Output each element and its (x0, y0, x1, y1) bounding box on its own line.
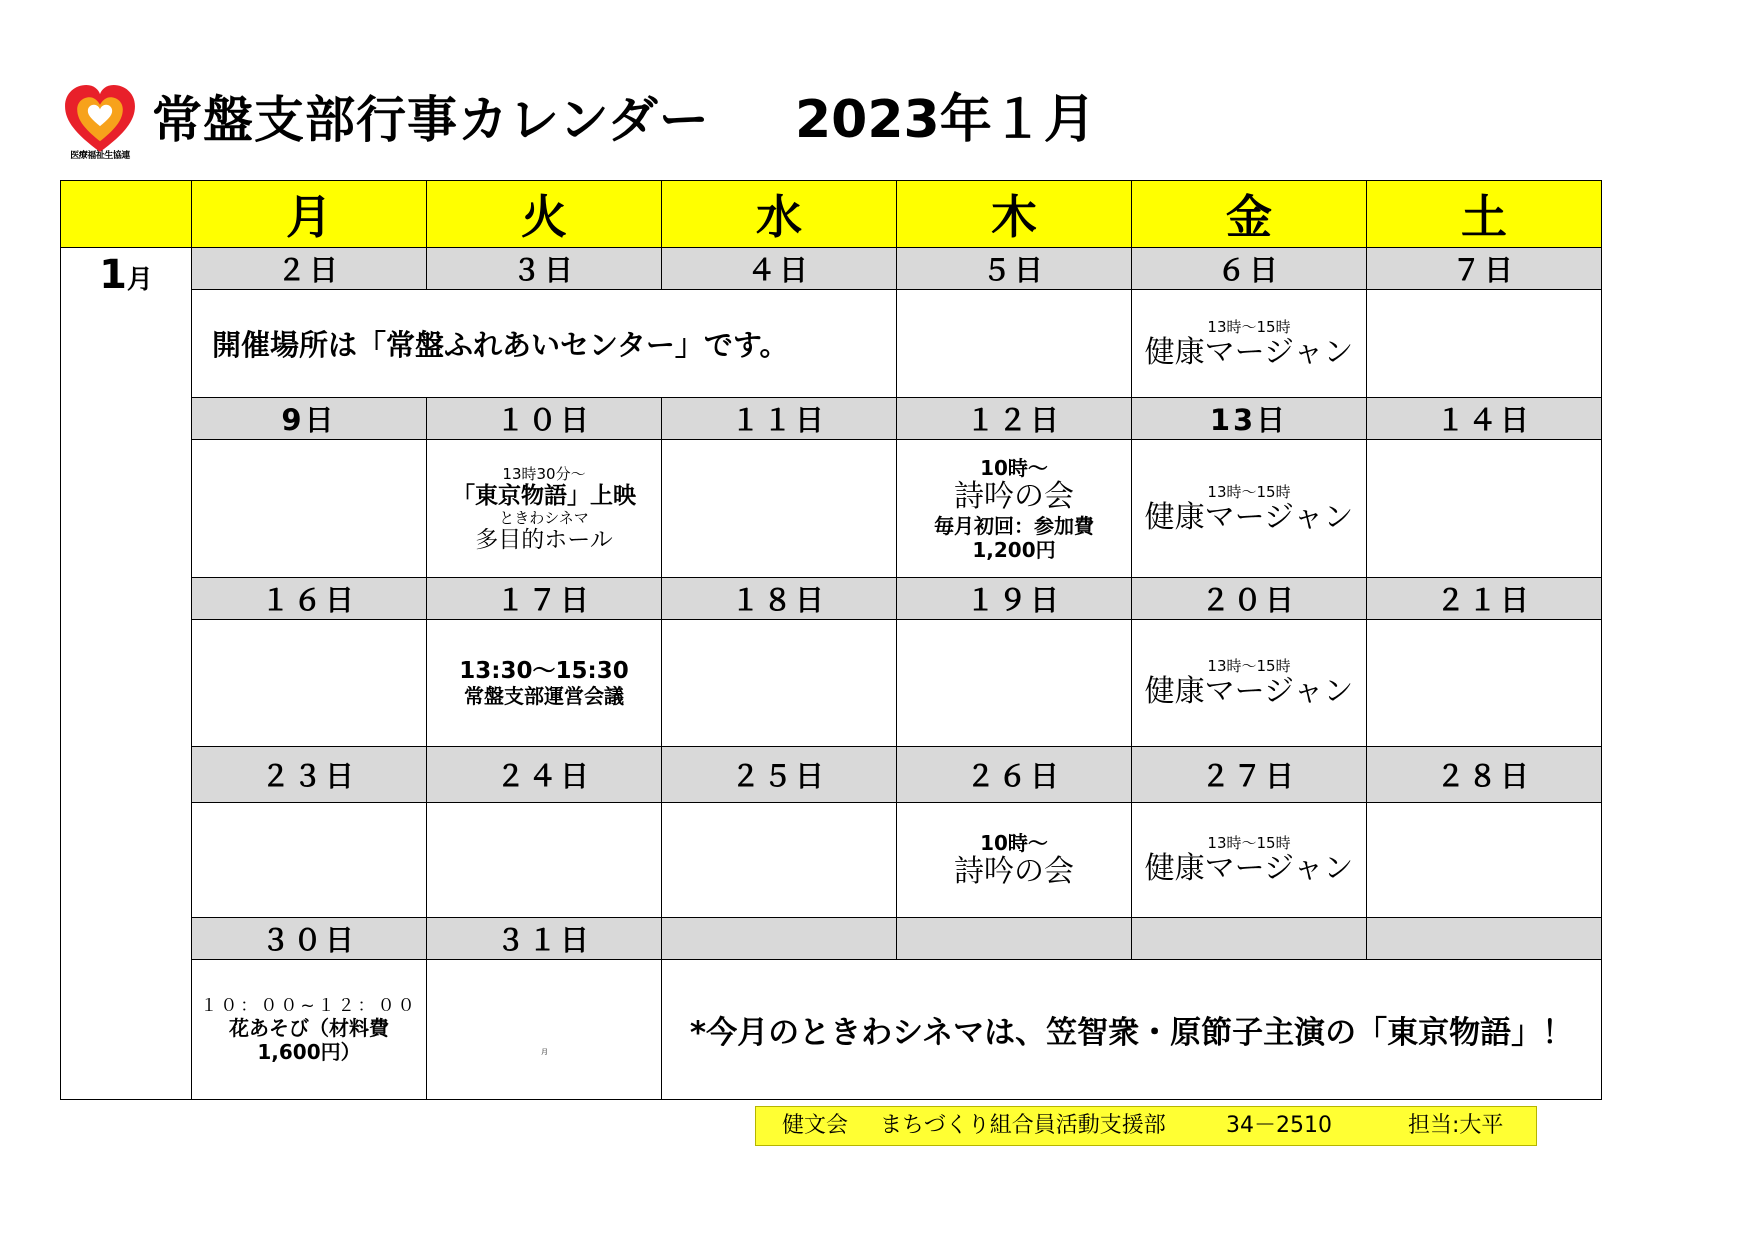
logo-caption: 医療福祉生協連 (70, 151, 130, 161)
event-time: 13時～15時 (1207, 482, 1291, 501)
date-cell: ４日 (662, 248, 897, 290)
event-title: 「東京物語」上映 (452, 482, 636, 509)
page-title: 常盤支部行事カレンダー (152, 91, 710, 149)
event-cell (897, 440, 1132, 578)
event-cell (192, 803, 427, 918)
footer-contact (755, 1106, 1537, 1146)
month-label-unit: 月 (126, 265, 153, 295)
event-cell (1367, 290, 1602, 398)
date-cell: ７日 (1367, 248, 1602, 290)
weekday-wed: 水 (662, 181, 897, 248)
event-row (61, 960, 1602, 1100)
event-time: 13時30分～ (502, 464, 586, 483)
weekday-fri: 金 (1132, 181, 1367, 248)
event-name: 詩吟の会 (954, 478, 1074, 514)
date-cell: ６日 (1132, 248, 1367, 290)
event-time: １０：００~１２：００ (200, 995, 418, 1016)
date-cell: ２８日 (1367, 747, 1602, 803)
event-row (61, 803, 1602, 918)
date-row (61, 918, 1602, 960)
date-cell (1367, 918, 1602, 960)
date-cell: ２０日 (1132, 578, 1367, 620)
event-cell (1132, 290, 1367, 398)
event-cell (1132, 620, 1367, 747)
event-row (61, 440, 1602, 578)
event-fee: 1,200円 (972, 537, 1056, 562)
month-title: 2023年１月 (795, 90, 1096, 150)
date-cell: ２５日 (662, 747, 897, 803)
event-cell (192, 960, 427, 1100)
event-cell (427, 620, 662, 747)
event-cell (192, 620, 427, 747)
event-cell (662, 803, 897, 918)
event-name: 健康マージャン (1144, 851, 1354, 886)
calendar-table (60, 180, 1602, 1100)
event-name: 健康マージャン (1144, 499, 1354, 535)
event-cell (1367, 803, 1602, 918)
date-cell: １４日 (1367, 398, 1602, 440)
event-time: 10時～ (980, 831, 1048, 855)
event-cell (1367, 440, 1602, 578)
date-row (61, 578, 1602, 620)
event-name: 健康マージャン (1144, 674, 1354, 709)
weekday-tue: 火 (427, 181, 662, 248)
month-label-cell (61, 248, 192, 1100)
date-row (61, 248, 1602, 290)
date-cell: ２７日 (1132, 747, 1367, 803)
heart-hands-logo-icon (62, 82, 138, 158)
event-name: 花あそび（材料費 (229, 1015, 389, 1040)
event-row (61, 290, 1602, 398)
date-cell: １６日 (192, 578, 427, 620)
event-cell (1367, 620, 1602, 747)
date-cell: ２日 (192, 248, 427, 290)
event-cell (427, 440, 662, 578)
event-name: 健康マージャン (1144, 334, 1354, 370)
date-cell: １２日 (897, 398, 1132, 440)
event-cell (897, 290, 1132, 398)
date-cell: ３１日 (427, 918, 662, 960)
weekday-header-row (61, 181, 1602, 248)
event-cell (897, 620, 1132, 747)
date-cell (1132, 918, 1367, 960)
date-row (61, 398, 1602, 440)
footer-dept: まちづくり組合員活動支援部 (880, 1113, 1166, 1138)
weekday-thu: 木 (897, 181, 1132, 248)
event-cell (662, 620, 897, 747)
corner-cell (61, 181, 192, 248)
footer-contact-person: 担当:大平 (1408, 1113, 1504, 1138)
date-cell: １８日 (662, 578, 897, 620)
date-cell (662, 918, 897, 960)
weekday-sat: 土 (1367, 181, 1602, 248)
date-cell (897, 918, 1132, 960)
date-cell: １９日 (897, 578, 1132, 620)
date-cell: 13日 (1132, 398, 1367, 440)
date-cell: ２３日 (192, 747, 427, 803)
event-time: 10時～ (980, 455, 1048, 480)
date-cell: １１日 (662, 398, 897, 440)
venue-note: 開催場所は「常盤ふれあいセンター」です。 (192, 290, 897, 398)
event-cell (427, 960, 662, 1100)
date-cell: 9日 (192, 398, 427, 440)
event-time: 13:30～15:30 (459, 658, 629, 684)
event-time: 13時～15時 (1207, 834, 1291, 852)
cinema-note: *今月のときわシネマは、笠智衆・原節子主演の「東京物語」！ (662, 960, 1602, 1100)
event-name: 常盤支部運営会議 (464, 684, 624, 708)
date-cell: ２６日 (897, 747, 1132, 803)
event-cell (1132, 803, 1367, 918)
date-cell: ２４日 (427, 747, 662, 803)
footer-org: 健文会 (782, 1113, 849, 1138)
date-cell: ３０日 (192, 918, 427, 960)
event-subtitle: ときわシネマ (499, 508, 589, 527)
event-fee: 1,600円） (257, 1039, 361, 1064)
date-cell: ２１日 (1367, 578, 1602, 620)
footer-phone: 34－2510 (1226, 1113, 1332, 1138)
month-label-number: 1 (99, 252, 127, 298)
event-time: 13時～15時 (1207, 657, 1291, 675)
weekday-mon: 月 (192, 181, 427, 248)
event-cell (662, 440, 897, 578)
date-row (61, 747, 1602, 803)
event-time: 13時～15時 (1207, 317, 1291, 336)
date-cell: １７日 (427, 578, 662, 620)
event-cell (897, 803, 1132, 918)
stray-mark: 月 (541, 1048, 548, 1056)
event-cell (1132, 440, 1367, 578)
date-cell: １０日 (427, 398, 662, 440)
event-row (61, 620, 1602, 747)
date-cell: ３日 (427, 248, 662, 290)
event-place: 多目的ホール (475, 526, 613, 553)
event-name: 詩吟の会 (954, 854, 1074, 889)
event-cell (427, 803, 662, 918)
date-cell: ５日 (897, 248, 1132, 290)
event-note: 毎月初回：参加費 (934, 513, 1094, 538)
event-cell (192, 440, 427, 578)
